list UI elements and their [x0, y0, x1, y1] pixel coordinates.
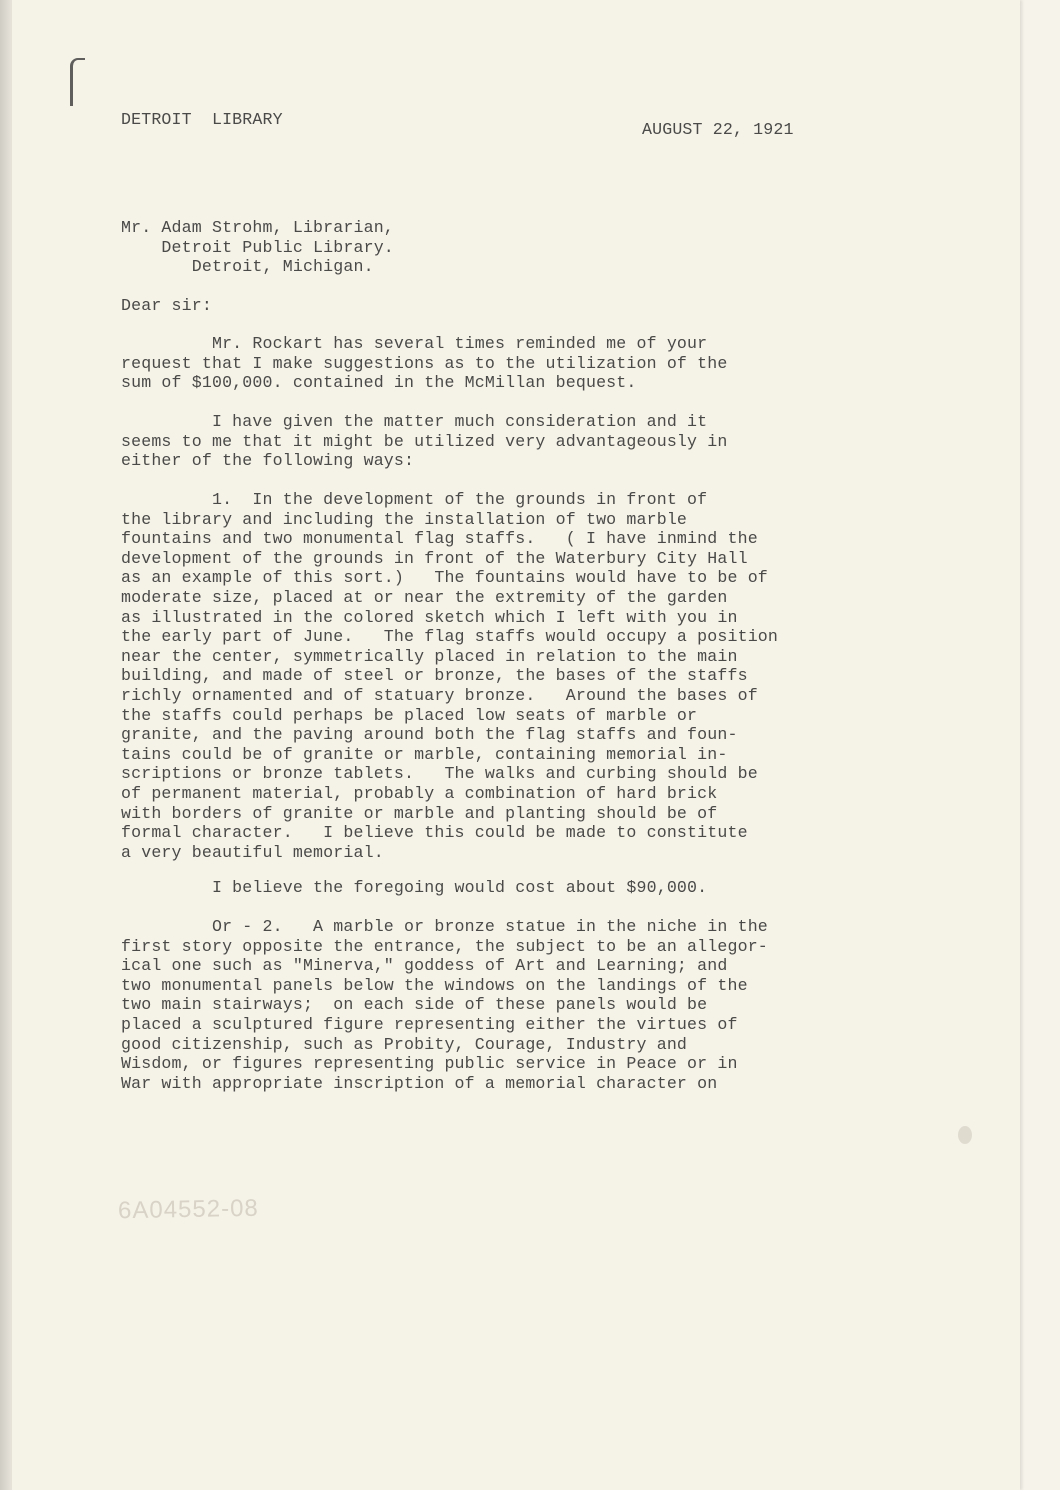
recipient-address: [121, 218, 394, 277]
address-line: Mr. Adam Strohm, Librarian,: [121, 218, 394, 237]
body-line: sum of $100,000. contained in the McMillan bequest.: [121, 373, 637, 393]
body-line: as illustrated in the colored sketch which I left with you in: [121, 607, 738, 627]
body-line: with borders of granite or marble and planting should be of: [121, 803, 718, 823]
body-line: moderate size, placed at or near the extremity of the garden: [121, 587, 728, 607]
body-line: the staffs could perhaps be placed low seats of marble or: [121, 705, 698, 725]
body-line: formal character. I believe this could be made to constitute: [121, 823, 748, 843]
body-line: two main stairways; on each side of these panels would be: [121, 995, 708, 1015]
body-line: seems to me that it might be utilized very advantageously in: [121, 431, 728, 451]
body-line: ical one such as "Minerva," goddess of Art and Learning; and: [121, 956, 728, 976]
letter-date: AUGUST 22, 1921: [642, 120, 794, 139]
salutation: Dear sir:: [121, 296, 212, 315]
body-line: War with appropriate inscription of a memorial character on: [121, 1073, 718, 1093]
archive-stamp: 6A04552-08: [117, 1194, 259, 1225]
body-line: scriptions or bronze tablets. The walks and curbing should be: [121, 764, 758, 784]
paragraph-consideration: [121, 412, 727, 471]
body-line: the early part of June. The flag staffs would occupy a position: [121, 627, 779, 647]
body-line: development of the grounds in front of the Waterbury City Hall: [121, 548, 748, 568]
paragraph-option-one: [121, 490, 778, 862]
paper-speck: [958, 1126, 972, 1144]
body-line: I have given the matter much consideration and it: [121, 412, 708, 431]
address-line: Detroit, Michigan.: [121, 257, 374, 277]
body-line: I believe the foregoing would cost about $90,000.: [121, 878, 708, 897]
body-line: two monumental panels below the windows on the landings of the: [121, 975, 748, 995]
body-line: fountains and two monumental flag staffs. ( I have inmind the: [121, 529, 758, 549]
body-line: Mr. Rockart has several times reminded me of your: [121, 334, 708, 353]
paragraph-option-two: [121, 917, 768, 1093]
body-line: granite, and the paving around both the flag staffs and foun-: [121, 725, 738, 745]
paragraph-cost: [121, 878, 707, 898]
body-line: tains could be of granite or marble, containing memorial in-: [121, 744, 728, 764]
body-line: good citizenship, such as Probity, Courage, Industry and: [121, 1034, 688, 1054]
body-line: either of the following ways:: [121, 451, 415, 471]
body-line: Or - 2. A marble or bronze statue in the niche in the: [121, 917, 768, 936]
paper-clip-mark: [70, 58, 85, 106]
body-line: near the center, symmetrically placed in relation to the main: [121, 646, 738, 666]
body-line: request that I make suggestions as to the utilization of the: [121, 353, 728, 373]
letterhead-sender: DETROIT LIBRARY: [121, 110, 283, 129]
body-line: richly ornamented and of statuary bronze. Around the bases of: [121, 685, 758, 705]
address-line: Detroit Public Library.: [121, 237, 394, 257]
body-line: a very beautiful memorial.: [121, 842, 384, 862]
body-line: building, and made of steel or bronze, the bases of the staffs: [121, 666, 748, 686]
body-line: as an example of this sort.) The fountains would have to be of: [121, 568, 768, 588]
body-line: the library and including the installation of two marble: [121, 509, 688, 529]
body-line: placed a sculptured figure representing either the virtues of: [121, 1014, 738, 1034]
body-line: Wisdom, or figures representing public service in Peace or in: [121, 1054, 738, 1074]
paragraph-request: [121, 334, 727, 393]
body-line: first story opposite the entrance, the subject to be an allegor-: [121, 936, 768, 956]
body-line: 1. In the development of the grounds in front of: [121, 490, 708, 509]
body-line: of permanent material, probably a combination of hard brick: [121, 783, 718, 803]
